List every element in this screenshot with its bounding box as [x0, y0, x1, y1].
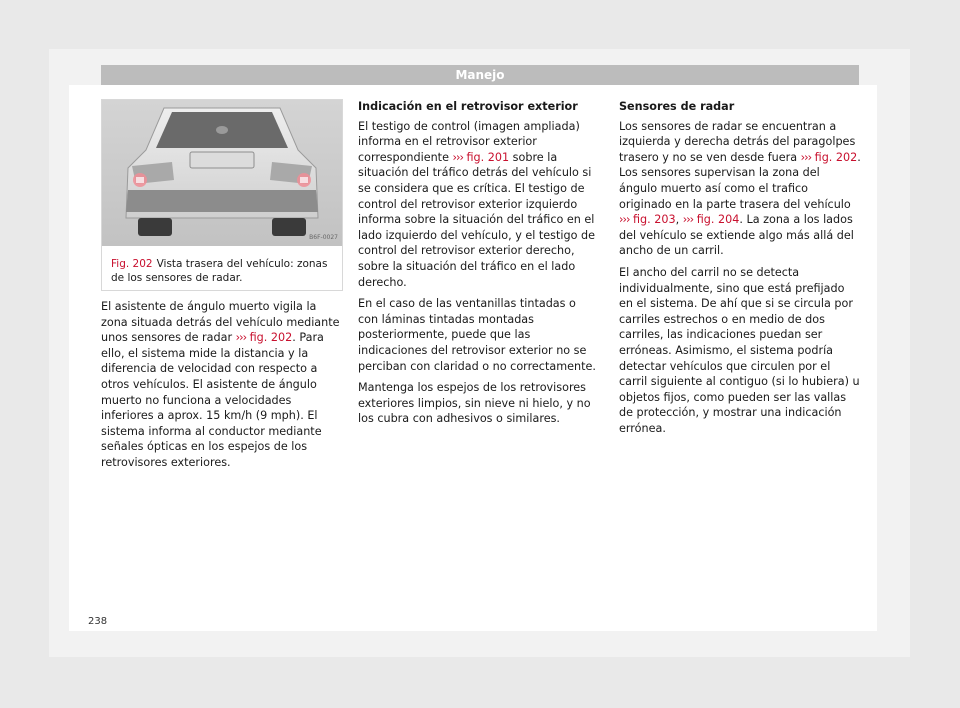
section-heading: Sensores de radar: [619, 100, 735, 113]
radar-sensor-right-icon: [297, 173, 311, 187]
fig-link[interactable]: fig. 203: [632, 213, 676, 227]
paragraph: [358, 119, 598, 291]
ref-arrows: ›››: [682, 213, 694, 227]
text: ,: [675, 213, 683, 227]
text: sobre la situación del tráfico detrás del vehículo si se considera que es crítica. El testigo de control del retrovisor exterior izquierdo informa sobre la situación del tráfico en el lado izquierdo del vehículo, y el testigo de control del retrovisor exterior derecho, sobre la situación del tráfico en el lado derecho.: [358, 150, 595, 289]
fig-link[interactable]: fig. 202: [249, 331, 293, 345]
text: . Para ello, el sistema mide la distancia y la diferencia de velocidad con respecto a otros vehículos. El asistente de ángulo muerto no funciona a velocidades inferiores a aprox. 15 km/h (9 mph). El sistema informa al conductor mediante señales ópticas en los espejos de los retrovisores exteriores.: [101, 331, 324, 469]
fig-link[interactable]: fig. 202: [814, 150, 858, 164]
ref-arrows: ›››: [800, 150, 812, 164]
ref-arrows: ›››: [452, 150, 463, 164]
page-number: 238: [88, 616, 108, 627]
ref-arrows: ›››: [619, 213, 630, 227]
figure-code: B6F-0027: [309, 234, 338, 241]
section-heading: Indicación en el retrovisor exterior: [358, 100, 578, 113]
text: . Los sensores supervisan la zona del ángulo muerto así como el trafico originado en la parte trasera del vehículo: [619, 150, 861, 211]
text: . La zona a los lados del vehículo se extiende algo más allá del ancho de un carril.: [619, 213, 854, 258]
figure: [101, 99, 343, 291]
paragraph: [101, 299, 341, 471]
radar-sensor-left-icon: [133, 173, 147, 187]
paragraph: En el caso de las ventanillas tintadas o con láminas tintadas montadas posteriormente, puede que las indicaciones del retrovisor exterior no se perciban con claridad o no correctamente.: [358, 297, 596, 373]
fig-link[interactable]: fig. 204: [696, 213, 740, 227]
text: Los sensores de radar se encuentran a izquierda y derecha detrás del paragolpes trasero y no se ven desde fuera: [619, 119, 856, 164]
figure-caption-text: Vista trasera del vehículo: zonas de los sensores de radar.: [111, 258, 328, 284]
fig-link[interactable]: fig. 201: [466, 150, 510, 164]
ref-arrows: ›››: [235, 331, 247, 345]
section-header: Manejo: [101, 65, 859, 85]
car-rear-illustration: [102, 100, 342, 246]
paragraph: [619, 119, 861, 259]
figure-number: Fig. 202: [111, 258, 153, 270]
text: El asistente de ángulo muerto vigila la zona situada detrás del vehículo mediante unos sensores de radar: [101, 300, 340, 345]
text: El testigo de control (imagen ampliada) informa en el retrovisor exterior correspondiente: [358, 119, 580, 164]
column-left: [101, 299, 341, 477]
column-right: [619, 99, 861, 442]
column-middle: [358, 99, 598, 433]
figure-caption: [111, 258, 335, 285]
paragraph: Mantenga los espejos de los retrovisores exteriores limpios, sin nieve ni hielo, y no los cubra con adhesivos o similares.: [358, 381, 591, 426]
paragraph: El ancho del carril no se detecta individualmente, sino que está prefijado en el sistema. De ahí que si se circula por carriles estrechos o en medio de dos carriles, las indicaciones puedan ser erróneas. Asimismo, el sistema podría detectar vehículos que circulen por el carril siguiente al contiguo (si lo hubiera) u objetos fijos, como pueden ser las vallas de protección, y mostrar una indicación errónea.: [619, 265, 860, 435]
